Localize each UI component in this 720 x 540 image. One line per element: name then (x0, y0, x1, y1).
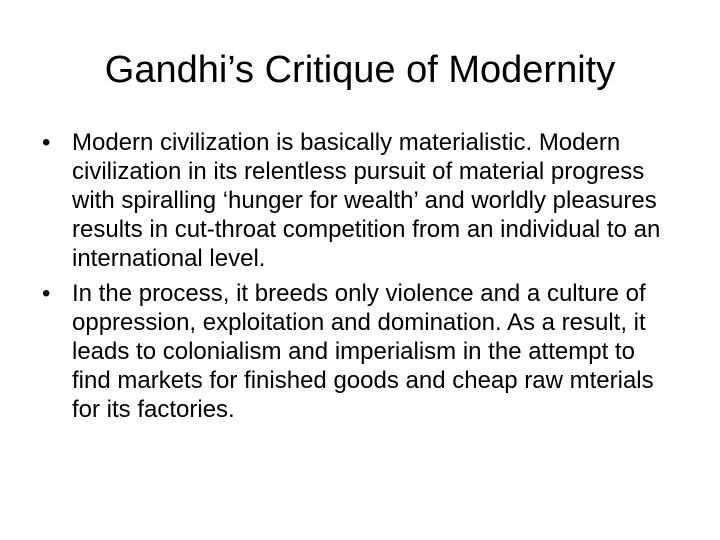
bullet-dot-icon: • (42, 129, 51, 156)
bullet-item (42, 128, 674, 273)
bullet-item (42, 279, 674, 424)
bullet-list (42, 128, 674, 430)
bullet-text: Modern civilization is basically materialistic. Modern civilization in its relentless pursuit of material progress with spiralling ‘hunger for wealth’ and worldly pleasures results in cut-throat competition from an individual to an international level. (72, 129, 661, 272)
bullet-text: In the process, it breeds only violence and a culture of oppression, exploitation and domination. As a result, it leads to colonialism and imperialism in the attempt to find markets for finished goods and cheap raw mterials for its factories. (72, 280, 654, 423)
slide-title: Gandhi’s Critique of Modernity (104, 49, 616, 91)
bullet-dot-icon: • (42, 280, 51, 307)
